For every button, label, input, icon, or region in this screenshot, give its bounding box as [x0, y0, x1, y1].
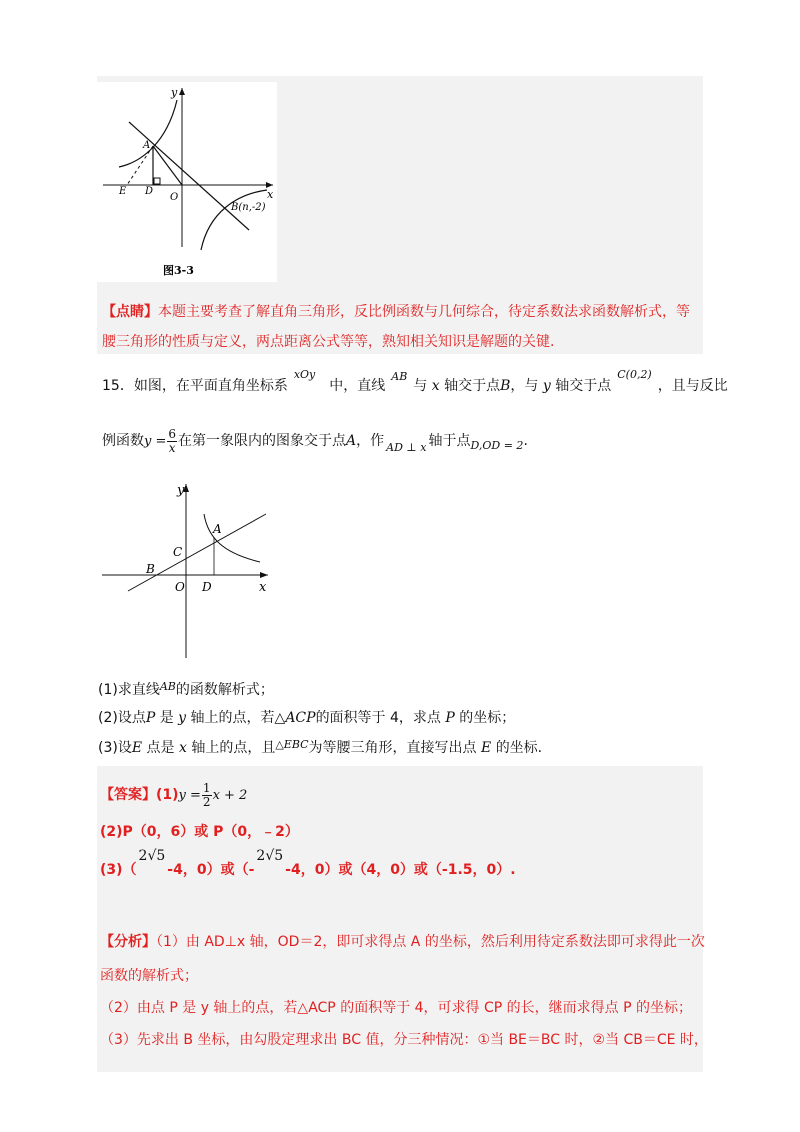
question-text: 轴上的点，且 [191, 740, 276, 756]
fig-label-o: O [175, 580, 185, 594]
frac-den: 2 [202, 794, 211, 809]
fig-label-x: x [259, 580, 267, 595]
question-2 [98, 708, 515, 728]
fig33-label-a: A [143, 140, 151, 151]
problem-text: 轴交于点 [444, 378, 501, 394]
problem-text: 例函数 [102, 433, 144, 449]
question-text: (1)求直线 [98, 682, 160, 698]
fig33-label-d: D [145, 186, 154, 197]
tip-text-2: 腰三角形的性质与定义，两点距离公式等等，熟知相关知识是解题的关键. [102, 334, 555, 350]
math-fn-lhs: y = [144, 434, 167, 449]
problem-text: ，且与反比 [657, 378, 728, 394]
problem-number: 15． [102, 378, 134, 394]
question-1 [98, 680, 274, 701]
math-b: B [500, 378, 511, 394]
question-text: 的坐标； [459, 710, 516, 726]
analysis-line-3 [100, 998, 692, 1018]
fig33-label-o: O [170, 192, 179, 203]
tip-tag: 【点睛】 [102, 304, 158, 320]
math-dod: D,OD = 2 [470, 439, 524, 452]
answer-line-2 [100, 822, 299, 842]
tip-line-2 [102, 332, 554, 352]
question-3 [98, 738, 542, 759]
math-ab: AB [391, 370, 408, 383]
math-a: A [346, 433, 357, 449]
fig33-caption: 图3-3 [163, 264, 194, 277]
fig-label-y: y [177, 483, 185, 498]
question-text: 的坐标. [495, 740, 543, 756]
question-text: 的函数解析式； [175, 682, 274, 698]
math-2-sqrt-5: 2√5 [138, 848, 166, 864]
math-perp: AD ⊥ x [386, 441, 427, 454]
problem-figure-graphic [98, 478, 278, 662]
analysis-text: （1）由 AD⊥x 轴，OD＝2，即可求得点 A 的坐标，然后利用待定系数法即可求得此一次 [156, 934, 705, 950]
math-y-eq: y = [178, 788, 201, 803]
math-p: P [445, 710, 455, 726]
answer-part-1: (1) [156, 787, 179, 803]
problem-text: . [523, 433, 528, 449]
figure-3-3 [97, 82, 277, 282]
analysis-tag: 【分析】 [100, 934, 156, 950]
analysis-line-2 [100, 966, 198, 986]
question-text: (2)设点 [98, 710, 146, 726]
fig33-label-b: B(n,-2) [231, 202, 266, 213]
analysis-text: （2）由点 P 是 y 轴上的点，若△ACP 的面积等于 4，可求得 CP 的长，继而求得点 P 的坐标； [100, 1000, 693, 1016]
problem-line-2 [102, 426, 528, 457]
answer-part-3: -4，0）或（4，0）或（-1.5，0）. [285, 862, 516, 878]
problem-text: 与 [413, 378, 428, 394]
analysis-line-4 [100, 1030, 708, 1050]
frac-den: x [168, 440, 176, 455]
answer-line-3 [100, 848, 516, 880]
question-text: (3)设 [98, 740, 132, 756]
question-text: 轴上的点，若 [190, 710, 275, 726]
analysis-text: 函数的解析式； [100, 968, 198, 984]
math-x-plus-2: x + 2 [212, 788, 248, 803]
analysis-text: （3）先求出 B 坐标，由勾股定理求出 BC 值，分三种情况：①当 BE＝BC 时，②当 CB＝CE 时， [100, 1032, 708, 1048]
fig-label-c: C [173, 545, 183, 559]
math-p: P [145, 710, 156, 726]
analysis-line-1 [100, 932, 705, 952]
fraction-1-over-2 [202, 782, 212, 809]
problem-figure [98, 478, 278, 662]
figure-3-3-graphic [97, 82, 277, 282]
problem-text: 轴于点 [428, 433, 471, 449]
math-triangle-acp: △ACP [274, 710, 316, 726]
answer-part-2: (2)P（0，6）或 P（0，﹣2） [100, 824, 299, 840]
math-y: y [178, 710, 187, 726]
fig33-label-x: x [267, 188, 274, 201]
math-xoy: xOy [293, 368, 316, 381]
question-text: 是 [159, 710, 174, 726]
answer-line-1 [100, 778, 247, 813]
math-ab: AB [159, 680, 176, 693]
problem-text: 在第一象限内的图象交于点 [178, 433, 347, 449]
math-triangle-ebc: △EBC [275, 738, 309, 751]
answer-tag: 【答案】 [100, 787, 156, 803]
problem-text: ，作 [356, 433, 385, 449]
tip-text-1: 本题主要考查了解直角三角形，反比例函数与几何综合，待定系数法求函数解析式，等 [158, 304, 690, 320]
math-e: E [131, 740, 143, 756]
math-e: E [481, 740, 492, 756]
fig-label-a: A [213, 522, 222, 536]
math-y: y [542, 378, 551, 394]
tip-line-1 [102, 302, 690, 322]
math-c02: C(0,2) [617, 368, 652, 381]
question-text: 点是 [146, 740, 175, 756]
problem-text: 轴交于点 [555, 378, 612, 394]
fraction-6-over-x [167, 428, 177, 455]
problem-text: 如图，在平面直角坐标系 [133, 378, 288, 394]
question-text: 的面积等于 4，求点 [315, 710, 441, 726]
fig33-label-e: E [119, 186, 127, 197]
answer-part-3: (3)（ [100, 862, 137, 878]
math-x: x [431, 378, 440, 394]
fig-label-b: B [146, 562, 155, 576]
problem-text: ，与 [510, 378, 539, 394]
frac-num: 1 [202, 780, 211, 795]
problem-line-1 [102, 368, 728, 397]
math-2-sqrt-5: 2√5 [256, 848, 284, 864]
question-text: 为等腰三角形，直接写出点 [308, 740, 477, 756]
fig33-label-y: y [171, 86, 178, 99]
math-x: x [178, 740, 187, 756]
frac-num: 6 [168, 426, 177, 441]
fig-label-d: D [202, 580, 212, 594]
answer-part-3: -4，0）或（- [167, 862, 255, 878]
problem-text: 中，直线 [329, 378, 386, 394]
